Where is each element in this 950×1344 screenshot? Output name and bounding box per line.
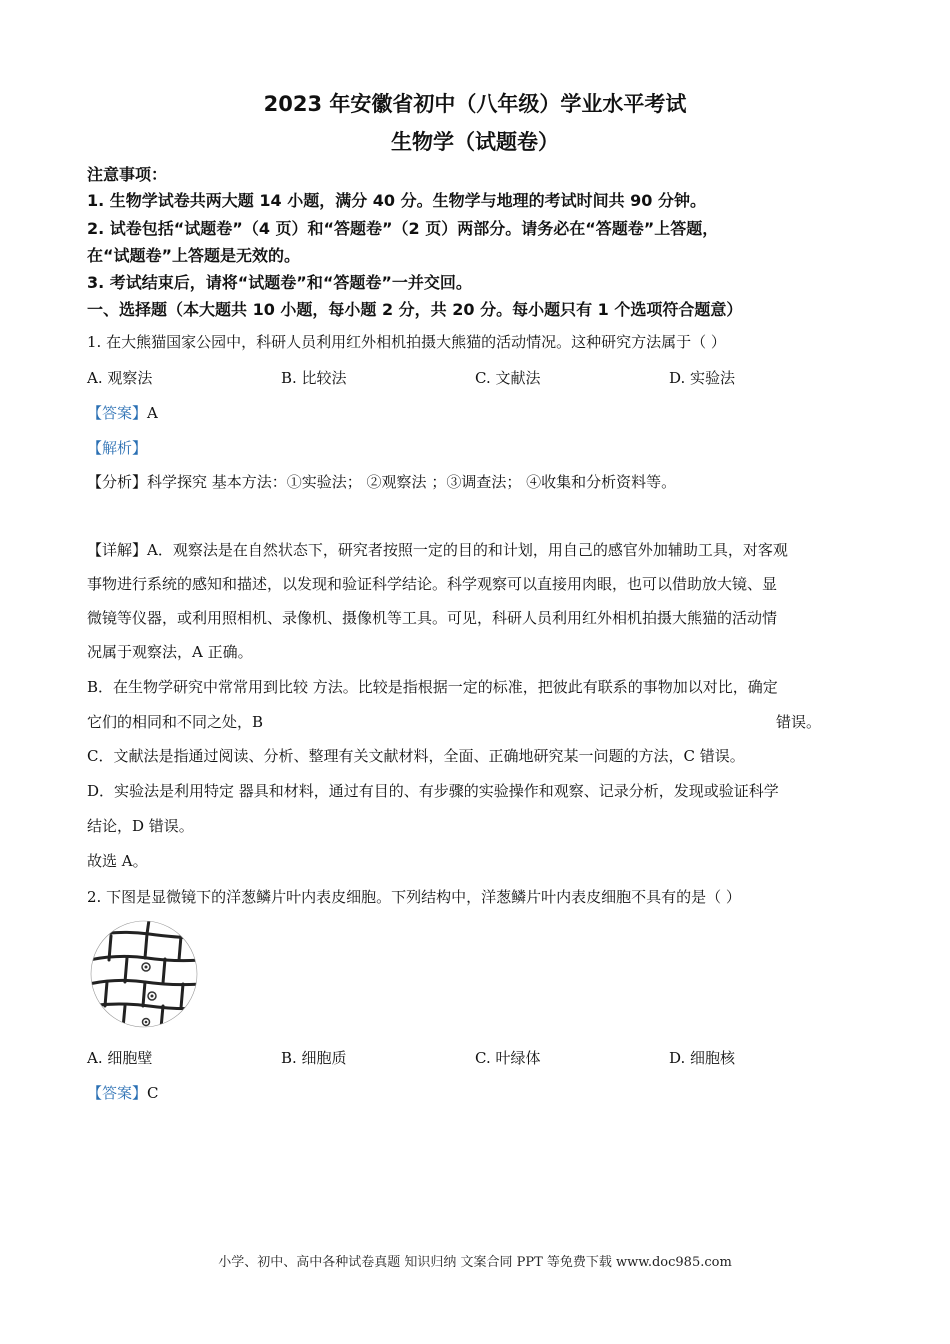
- q1-detail-line-7: C．文献法是指通过阅读、分析、整理有关文献材料，全面、正确地研究某一问题的方法，C 错误。: [87, 747, 745, 765]
- q2-option-d: D. 细胞核: [669, 1049, 736, 1067]
- exam-title: 2023 年安徽省初中（八年级）学业水平考试: [263, 92, 687, 116]
- q1-answer: [87, 402, 158, 423]
- q1-detail-line-1: [87, 539, 788, 560]
- exam-subtitle: 生物学（试题卷）: [391, 130, 559, 154]
- note-2: 2. 试卷包括“试题卷”（4 页）和“答题卷”（2 页）两部分。请务必在“答题卷”上答题，: [87, 219, 719, 238]
- q2-option-b: B. 细胞质: [281, 1049, 347, 1067]
- q1-detail-line-2: 事物进行系统的感知和描述，以发现和验证科学结论。科学观察可以直接用肉眼，也可以借助放大镜、显: [87, 575, 778, 593]
- q1-detail-line-3: 微镜等仪器，或利用照相机、录像机、摄像机等工具。可见，科研人员利用红外相机拍摄大熊猫的活动情: [87, 609, 778, 627]
- answer-tag: 【答案】: [87, 1084, 148, 1102]
- answer-tag: 【答案】: [87, 404, 148, 422]
- q1-option-c: C. 文献法: [475, 369, 541, 387]
- q1-stem: 1. 在大熊猫国家公园中，科研人员利用红外相机拍摄大熊猫的活动情况。这种研究方法属于（ ）: [87, 333, 726, 351]
- q1-analysis-tag: 【解析】: [87, 439, 148, 457]
- q1-detail-line-6: 它们的相同和不同之处，B: [87, 713, 264, 731]
- q2-option-a: A. 细胞壁: [87, 1049, 153, 1067]
- section-heading: 一、选择题（本大题共 10 小题，每小题 2 分，共 20 分。每小题只有 1 个选项符合题意）: [87, 300, 743, 319]
- q1-detail-line-5: B．在生物学研究中常常用到比较 方法。比较是指根据一定的标准，把彼此有联系的事物加以对比，确定: [87, 678, 778, 696]
- q1-detail-line-4: 况属于观察法，A 正确。: [87, 643, 253, 661]
- q1-detail-line-6-end: 错误。: [776, 713, 822, 731]
- note-1: 1. 生物学试卷共两大题 14 小题，满分 40 分。生物学与地理的考试时间共 90 分钟。: [87, 191, 707, 210]
- answer-value: C: [147, 1084, 159, 1102]
- answer-value: A: [147, 404, 158, 422]
- note-3: 3. 考试结束后，请将“试题卷”和“答题卷”一并交回。: [87, 273, 472, 292]
- q1-option-b: B. 比较法: [281, 369, 347, 387]
- page-footer: 小学、初中、高中各种试卷真题 知识归纳 文案合同 PPT 等免费下载 www.doc985.com: [218, 1255, 732, 1270]
- q1-option-a: A. 观察法: [87, 369, 153, 387]
- q1-fenxi: [87, 471, 676, 492]
- q2-option-c: C. 叶绿体: [475, 1049, 541, 1067]
- q1-option-d: D. 实验法: [669, 369, 736, 387]
- fenxi-text: 科学探究 基本方法：①实验法； ②观察法 ；③调查法； ④收集和分析资料等。: [147, 473, 677, 491]
- detail-text: A．观察法是在自然状态下，研究者按照一定的目的和计划，用自己的感官外加辅助工具，对客观: [147, 541, 788, 559]
- onion-cell-micrograph: [89, 918, 199, 1030]
- note-2-cont: 在“试题卷”上答题是无效的。: [87, 246, 301, 265]
- notes-heading: 注意事项：: [87, 165, 168, 184]
- detail-tag: 【详解】: [87, 541, 148, 559]
- q2-stem: 2. 下图是显微镜下的洋葱鳞片叶内表皮细胞。下列结构中，洋葱鳞片叶内表皮细胞不具有的是（ ）: [87, 888, 741, 906]
- q1-detail-line-9: 结论，D 错误。: [87, 817, 194, 835]
- q2-answer: [87, 1082, 159, 1103]
- q1-conclusion: 故选 A。: [87, 852, 148, 870]
- q1-detail-line-8: D．实验法是利用特定 器具和材料，通过有目的、有步骤的实验操作和观察、记录分析，发现或验证科学: [87, 782, 779, 800]
- fenxi-tag: 【分析】: [87, 473, 148, 491]
